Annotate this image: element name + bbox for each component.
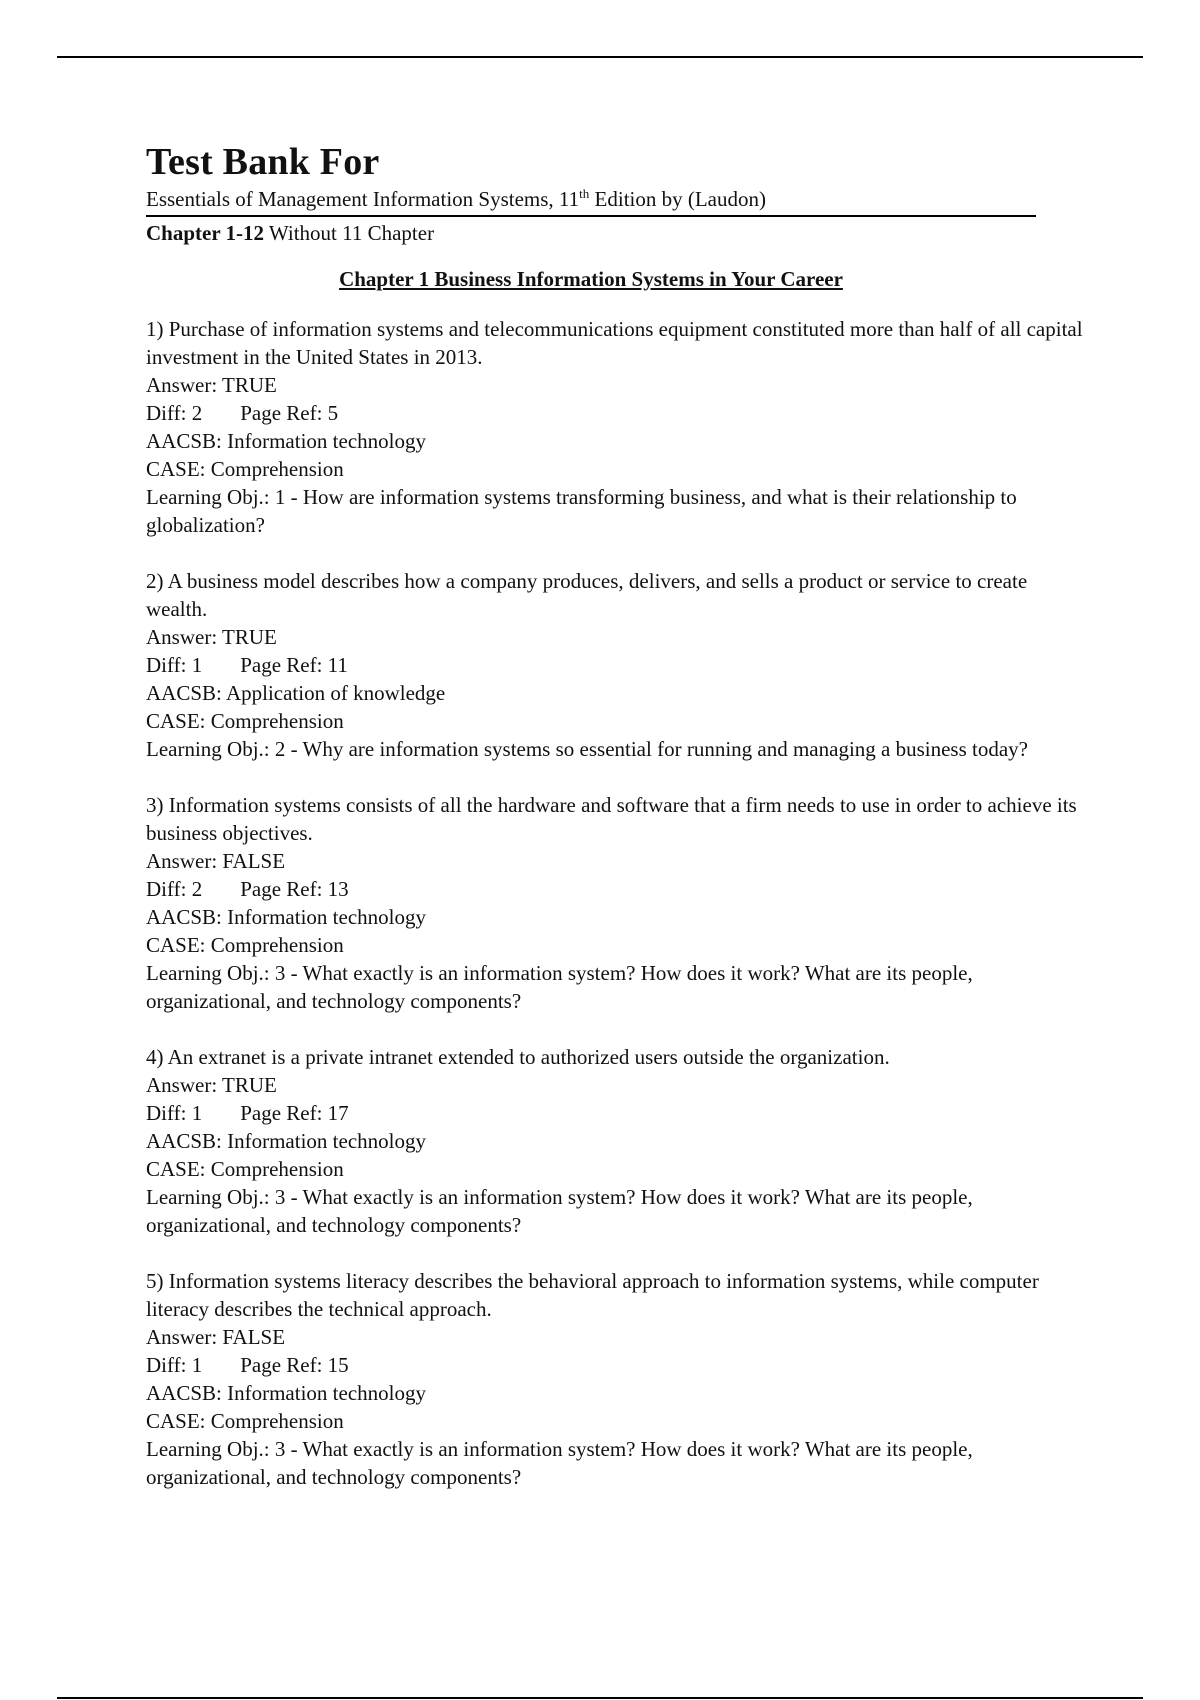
subtitle-superscript: th (579, 186, 590, 201)
question-answer: Answer: TRUE (146, 1073, 277, 1097)
bottom-rule (57, 1697, 1143, 1699)
question-objective: Learning Obj.: 3 - What exactly is an information system? How does it work? What are its people, organizational, and technology components? (146, 961, 973, 1013)
question-meta (146, 651, 1086, 679)
subtitle-text-rest: Edition by (Laudon) (589, 187, 766, 211)
question-objective: Learning Obj.: 1 - How are information systems transforming business, and what is their relationship to globalization? (146, 485, 1017, 537)
question-answer: Answer: FALSE (146, 1325, 286, 1349)
question-item (146, 315, 1086, 539)
question-aacsb: AACSB: Information technology (146, 429, 426, 453)
question-objective: Learning Obj.: 3 - What exactly is an information system? How does it work? What are its people, organizational, and technology components? (146, 1437, 973, 1489)
question-difficulty: Diff: 2 (146, 401, 203, 425)
question-stem: 1) Purchase of information systems and telecommunications equipment constituted more than half of all capital investment in the United States in 2013. (146, 317, 1083, 369)
question-aacsb: AACSB: Information technology (146, 905, 426, 929)
question-answer: Answer: TRUE (146, 373, 277, 397)
question-list (146, 315, 1086, 1491)
question-case: CASE: Comprehension (146, 1157, 344, 1181)
question-page-ref: Page Ref: 15 (240, 1353, 349, 1377)
question-difficulty: Diff: 1 (146, 1353, 203, 1377)
question-stem: 3) Information systems consists of all the hardware and software that a firm needs to use in order to achieve its business objectives. (146, 793, 1077, 845)
question-item (146, 1043, 1086, 1239)
question-meta (146, 399, 1086, 427)
question-item (146, 791, 1086, 1015)
question-meta (146, 1099, 1086, 1127)
question-case: CASE: Comprehension (146, 457, 344, 481)
question-page-ref: Page Ref: 5 (240, 401, 339, 425)
question-page-ref: Page Ref: 17 (240, 1101, 349, 1125)
question-page-ref: Page Ref: 11 (240, 653, 348, 677)
question-aacsb: AACSB: Information technology (146, 1381, 426, 1405)
question-difficulty: Diff: 1 (146, 653, 203, 677)
question-difficulty: Diff: 2 (146, 877, 203, 901)
question-answer: Answer: TRUE (146, 625, 277, 649)
question-stem: 2) A business model describes how a company produces, delivers, and sells a product or service to create wealth. (146, 569, 1028, 621)
question-meta (146, 1351, 1086, 1379)
question-meta (146, 875, 1086, 903)
question-objective: Learning Obj.: 2 - Why are information systems so essential for running and managing a business today? (146, 737, 1028, 761)
chapters-range: Chapter 1-12 (146, 221, 265, 245)
question-case: CASE: Comprehension (146, 1409, 344, 1433)
top-rule (57, 56, 1143, 58)
subtitle-text: Essentials of Management Information Systems, 11 (146, 187, 580, 211)
question-item (146, 567, 1086, 763)
question-case: CASE: Comprehension (146, 709, 344, 733)
chapter-heading: Chapter 1 Business Information Systems in Your Career (339, 267, 843, 291)
chapters-scope (146, 219, 1086, 247)
question-difficulty: Diff: 1 (146, 1101, 203, 1125)
chapters-note: Without 11 Chapter (264, 221, 435, 245)
question-stem: 5) Information systems literacy describes the behavioral approach to information systems, while computer literacy describes the technical approach. (146, 1269, 1039, 1321)
book-subtitle (146, 186, 1036, 217)
question-answer: Answer: FALSE (146, 849, 286, 873)
question-stem: 4) An extranet is a private intranet extended to authorized users outside the organization. (146, 1045, 890, 1069)
question-page-ref: Page Ref: 13 (240, 877, 349, 901)
question-item (146, 1267, 1086, 1491)
question-case: CASE: Comprehension (146, 933, 344, 957)
question-objective: Learning Obj.: 3 - What exactly is an information system? How does it work? What are its people, organizational, and technology components? (146, 1185, 973, 1237)
document-body (146, 138, 1086, 1519)
document-title: Test Bank For (146, 141, 380, 183)
question-aacsb: AACSB: Information technology (146, 1129, 426, 1153)
question-aacsb: AACSB: Application of knowledge (146, 681, 446, 705)
